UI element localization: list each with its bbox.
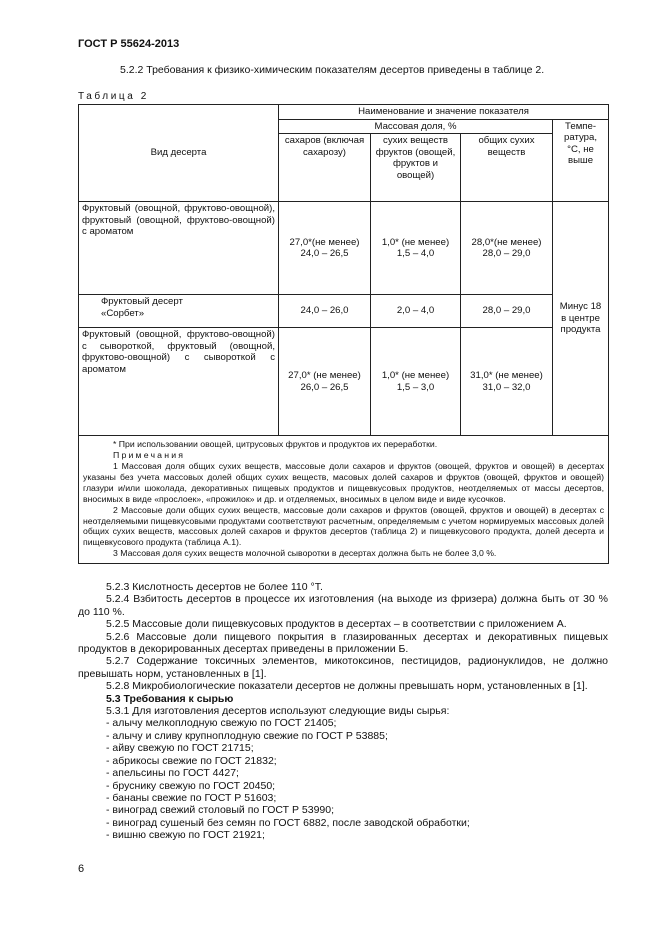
list-item: - вишню свежую по ГОСТ 21921; [106, 829, 265, 842]
list-item: - алычу и сливу крупноплодную свежие по ГОСТ Р 53885; [106, 729, 388, 742]
page-number: 6 [78, 863, 85, 875]
note-3: 3 Массовая доля сухих веществ молочной сыворотки в десертах должна быть не более 3,0 %. [113, 548, 497, 559]
paragraph: 5.2.5 Массовые доли пищевкусовых продуктов в десертах – в соответствии с приложением А. [106, 618, 567, 631]
cell-sugar: 27,0* (не менее) 26,0 – 26,5 [279, 328, 371, 436]
cell-fruit: 1,0* (не менее) 1,5 – 4,0 [371, 202, 461, 295]
paragraph: 5.2.4 Взбитость десертов в процессе их изготовления (на выходе из фризера) должна быть от 30 % до 110 %. [78, 593, 608, 618]
cell-solids: 28,0*(не менее) 28,0 – 29,0 [461, 202, 553, 295]
table-notes [79, 436, 609, 564]
note-asterisk: * При использовании овощей, цитрусовых фруктов и продуктов их переработки. [113, 439, 438, 450]
intro-paragraph: 5.2.2 Требования к физико-химическим показателям десертов приведены в таблице 2. [120, 64, 545, 76]
list-item: - апельсины по ГОСТ 4427; [106, 767, 239, 780]
paragraph: 5.2.8 Микробиологические показатели десертов не должны превышать норм, установленных в [1]. [106, 680, 588, 693]
paragraph: 5.2.7 Содержание токсичных элементов, микотоксинов, пестицидов, радионуклидов, не должно превышать норм, установленных в [1]. [78, 655, 608, 680]
col-mass-header: Массовая доля, % [279, 119, 553, 134]
col-group-header: Наименование и значение показателя [279, 105, 609, 120]
cell-fruit: 2,0 – 4,0 [371, 295, 461, 328]
list-item: - виноград сушеный без семян по ГОСТ 6882, после заводской обработки; [106, 816, 470, 829]
requirements-table [78, 104, 609, 564]
note-2: 2 Массовые доли общих сухих веществ, массовые доли сахаров и фруктов (овощей, фруктов и овощей) в десертах с неотделяемыми пищевкусовыми продуктами соответствуют расчетным, определяемым с учетом нормируемых массовых долей общих сухих веществ, массовых долей сахаров и фруктов десертов (таблица 2) и пищевкусового продукта, долей десерта и пищевкусового продукта (таблица А.1). [83, 504, 605, 548]
table-caption: Таблица 2 [78, 91, 149, 102]
document-header: ГОСТ Р 55624-2013 [78, 38, 180, 50]
cell-fruit: 1,0* (не менее) 1,5 – 3,0 [371, 328, 461, 436]
table-row [79, 202, 609, 295]
section-intro: 5.3.1 Для изготовления десертов используют следующие виды сырья: [106, 705, 450, 718]
list-item: - бананы свежие по ГОСТ Р 51603; [106, 791, 277, 804]
body-text [78, 581, 608, 842]
list-item: - айву свежую по ГОСТ 21715; [106, 742, 254, 755]
list-item: - алычу мелкоплодную свежую по ГОСТ 21405; [106, 717, 337, 730]
paragraph: 5.2.3 Кислотность десертов не более 110 °Т. [106, 581, 323, 593]
section-title: 5.3 Требования к сырью [106, 692, 234, 705]
list-item: - виноград свежий столовый по ГОСТ Р 53990; [106, 804, 335, 817]
col-temp-header: Темпе-ратура, °С, не выше [553, 119, 609, 202]
cell-sugar: 27,0*(не менее) 24,0 – 26,5 [279, 202, 371, 295]
table-row [79, 328, 609, 436]
temperature-value: Минус 18 в центре продукта [553, 202, 609, 436]
table-notes-row [79, 436, 609, 564]
list-item: - абрикосы свежие по ГОСТ 21832; [106, 754, 277, 767]
col-type-header: Вид десерта [79, 105, 279, 202]
table-row [79, 295, 609, 328]
cell-sugar: 24,0 – 26,0 [279, 295, 371, 328]
row-type: Фруктовый десерт «Сорбет» [79, 295, 279, 328]
list-item: - бруснику свежую по ГОСТ 20450; [106, 779, 276, 792]
cell-solids: 28,0 – 29,0 [461, 295, 553, 328]
notes-title: Примечания [113, 450, 186, 461]
note-1: 1 Массовая доля общих сухих веществ, массовые доли сахаров и фруктов (овощей, фруктов и овощей) в десертах указаны без учета массовых долей общих сухих веществ, масовых долей сахаров и фруктов (овощей, фруктов и овощей) глазури и/или шоколада, декоративных пищевых продуктов и пищевкусовых продуктов, неотделяемых от массы десертов, вносимых в виде «прослоек», «прожилок» и др. и отделяемых, вносимых в целом виде и виде кусочков. [83, 461, 605, 504]
cell-solids: 31,0* (не менее) 31,0 – 32,0 [461, 328, 553, 436]
col-fruit-header: сухих веществ фруктов (овощей, фруктов и овощей) [371, 134, 461, 202]
paragraph: 5.2.6 Массовые доли пищевого покрытия в глазированных десертах и декоративных пищевых продуктов в декорированных десертах приведены в приложении Б. [78, 630, 608, 656]
col-solids-header: общих сухих веществ [461, 134, 553, 202]
col-sugar-header: сахаров (включая сахарозу) [279, 134, 371, 202]
row-type: Фруктовый (овощной, фруктово-овощной) с сывороткой, фруктовый (овощной, фруктово-овощной) с сывороткой с ароматом [79, 328, 279, 436]
row-type: Фруктовый (овощной, фруктово-овощной), фруктовый (овощной, фруктово-овощной) с ароматом [79, 202, 279, 295]
